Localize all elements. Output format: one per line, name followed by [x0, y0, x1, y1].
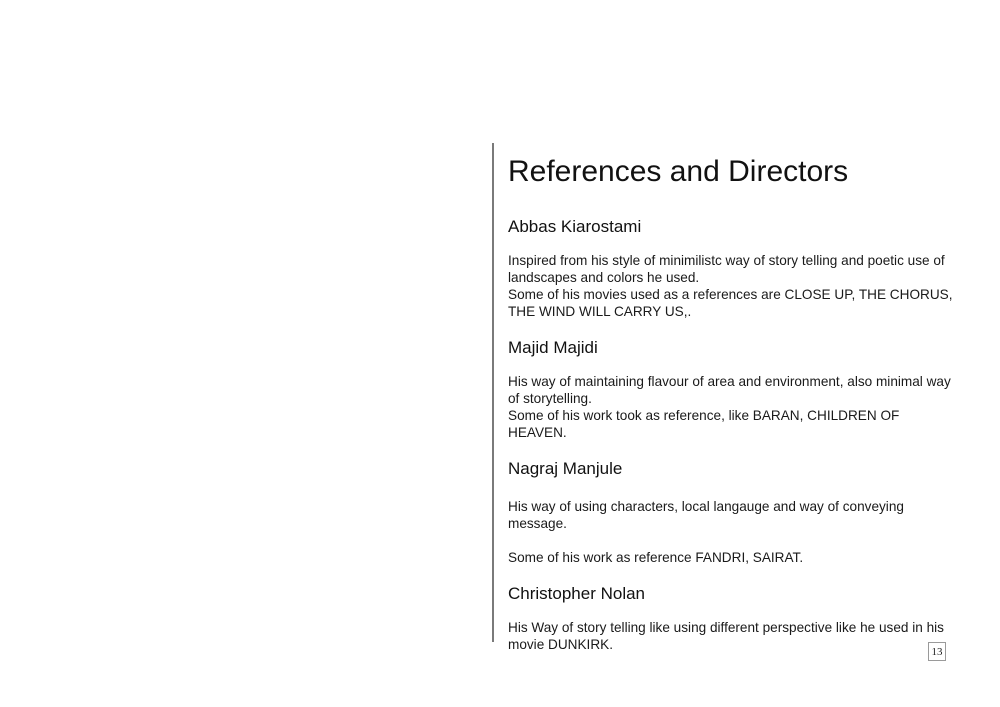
director-name: Nagraj Manjule	[508, 459, 623, 478]
description-text: His Way of story telling like using different perspective like he used in his movie DUNKIRK.	[508, 620, 944, 652]
page-number: 13	[928, 642, 946, 661]
director-name: Majid Majidi	[508, 338, 598, 357]
director-section	[508, 216, 960, 320]
director-section	[508, 337, 960, 441]
vertical-divider	[492, 143, 494, 642]
director-name: Abbas Kiarostami	[508, 217, 642, 236]
director-name: Christopher Nolan	[508, 584, 646, 603]
director-section	[508, 583, 960, 653]
description-text: His way of maintaining flavour of area and environment, also minimal way of storytelling.	[508, 374, 951, 406]
reference-text: Some of his movies used as a references are CLOSE UP, THE CHORUS, THE WIND WILL CARRY US,.	[508, 287, 953, 319]
page-title: References and Directors	[508, 155, 849, 188]
description-text: Inspired from his style of minimilistc way of story telling and poetic use of landscapes and colors he used.	[508, 253, 945, 285]
description-text: His way of using characters, local langauge and way of conveying message.	[508, 499, 904, 531]
director-section	[508, 458, 960, 566]
reference-text: Some of his work as reference FANDRI, SAIRAT.	[508, 550, 804, 565]
reference-text: Some of his work took as reference, like BARAN, CHILDREN OF HEAVEN.	[508, 408, 900, 440]
content-column	[508, 152, 960, 653]
